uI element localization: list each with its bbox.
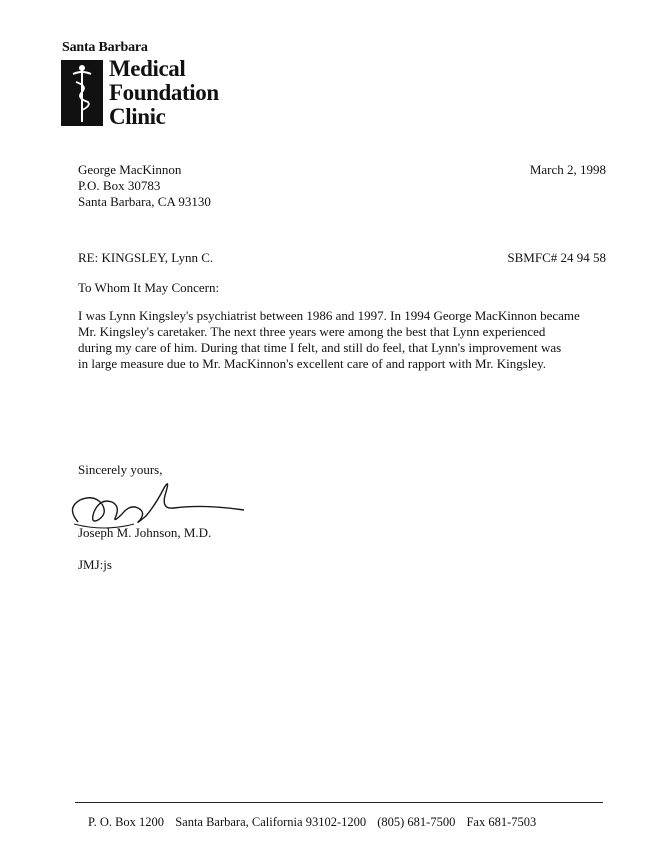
clinic-name-line-2: Foundation (109, 80, 219, 105)
recipient-address-line-1: P.O. Box 30783 (78, 178, 161, 193)
body-line-3: during my care of him. During that time I felt, and still do feel, that Lynn's improvement was (78, 340, 562, 355)
closing: Sincerely yours, (78, 462, 163, 477)
body-line-1: I was Lynn Kingsley's psychiatrist between 1986 and 1997. In 1994 George MacKinnon became (78, 308, 580, 323)
footer-city: Santa Barbara, California 93102-1200 (175, 815, 367, 829)
footer-phone: (805) 681-7500 (377, 815, 456, 829)
letter-body (78, 308, 613, 372)
recipient-name: George MacKinnon (78, 162, 182, 177)
caduceus-logo-icon (61, 60, 103, 126)
recipient-address-line-2: Santa Barbara, CA 93130 (78, 194, 211, 209)
letter-date: March 2, 1998 (529, 162, 606, 177)
footer-po-box: P. O. Box 1200 (88, 815, 165, 829)
body-line-2: Mr. Kingsley's caretaker. The next three years were among the best that Lynn experienced (78, 324, 546, 339)
body-line-4: in large measure due to Mr. MacKinnon's excellent care of and rapport with Mr. Kingsley. (78, 356, 547, 371)
salutation: To Whom It May Concern: (78, 280, 220, 295)
clinic-city: Santa Barbara (62, 40, 148, 55)
footer-divider (75, 802, 603, 803)
account-number: SBMFC# 24 94 58 (507, 250, 606, 265)
clinic-name-line-3: Clinic (109, 104, 166, 129)
recipient-address (78, 162, 211, 210)
clinic-name-line-1: Medical (109, 56, 186, 81)
typist-initials: JMJ:js (78, 557, 112, 572)
re-line: RE: KINGSLEY, Lynn C. (78, 250, 214, 265)
footer-fax: Fax 681-7503 (466, 815, 537, 829)
signer-name: Joseph M. Johnson, M.D. (78, 525, 212, 540)
clinic-name (109, 57, 219, 129)
footer-contact (88, 815, 544, 830)
